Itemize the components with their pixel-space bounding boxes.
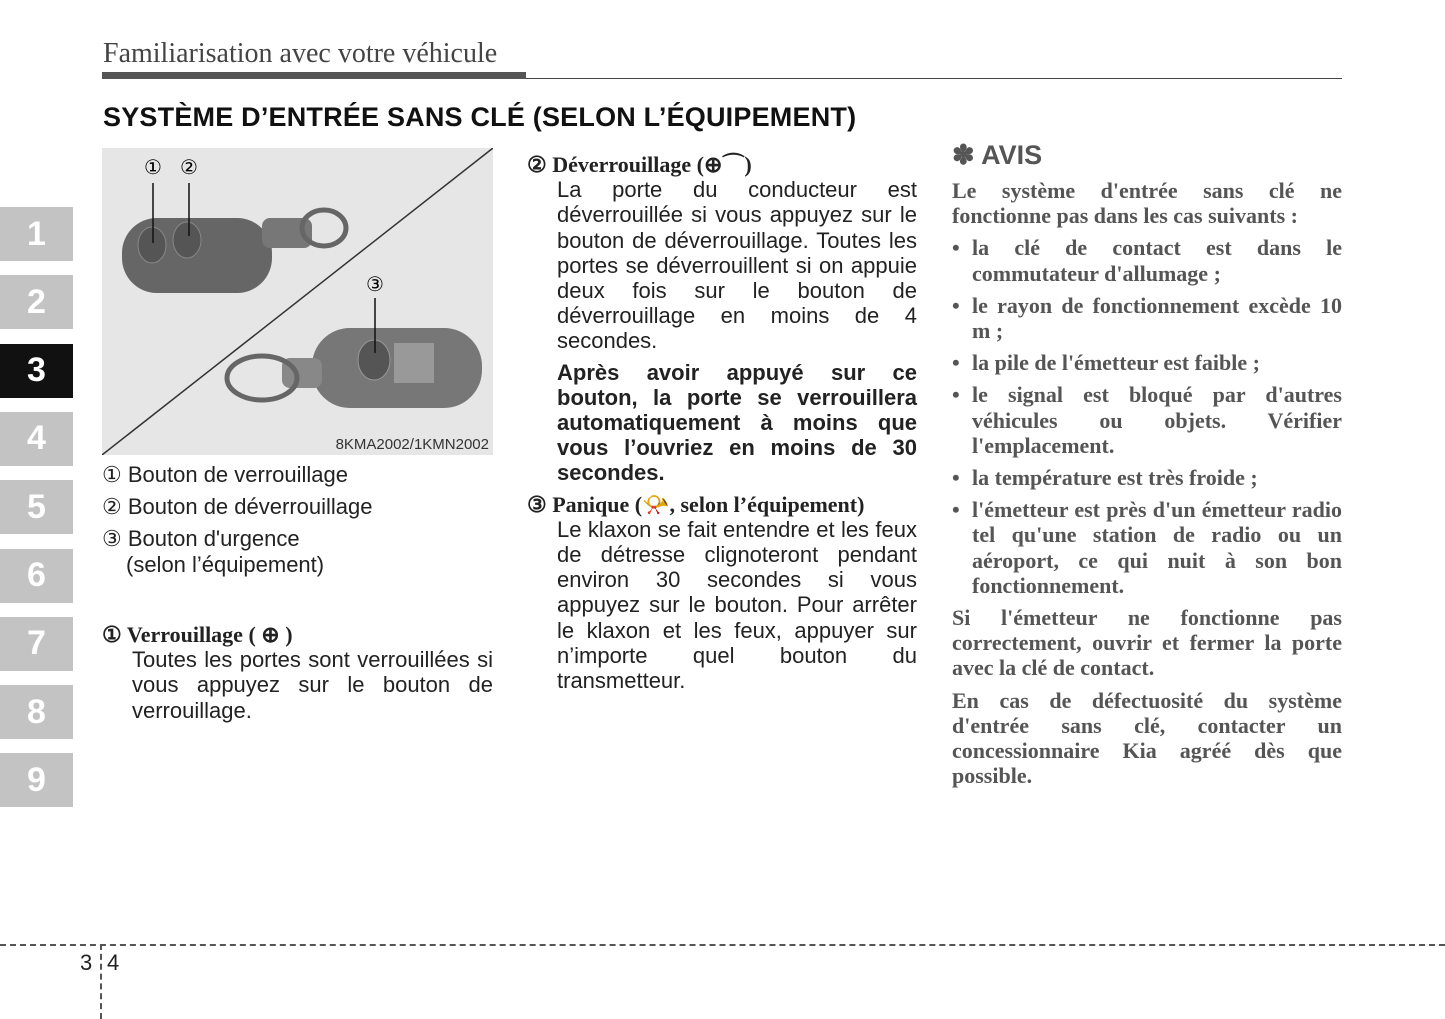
- chapter-tab-5[interactable]: 5: [0, 480, 73, 534]
- item-num: ③: [527, 491, 547, 517]
- heading-end: , selon l’équipement): [669, 491, 865, 517]
- header-rule: [526, 78, 1342, 79]
- notice-item: • la température est très froide ;: [952, 465, 1342, 490]
- notice-intro: Le système d'entrée sans clé ne fonctionne pas dans les cas suivants :: [952, 178, 1342, 229]
- notice-title: ✽ AVIS: [952, 140, 1043, 170]
- key-fob-illustration: [102, 148, 493, 455]
- header-bar: [102, 72, 526, 79]
- page-title: SYSTÈME D’ENTRÉE SANS CLÉ (SELON L’ÉQUIPEMENT): [103, 102, 857, 132]
- legend-num: ③: [102, 526, 122, 552]
- unlock-section: [527, 152, 917, 693]
- footer-divider: [100, 944, 102, 1019]
- panic-heading: Panique (: [552, 491, 643, 517]
- chapter-tab-7[interactable]: 7: [0, 617, 73, 671]
- legend-num: ②: [102, 494, 122, 520]
- chapter-tab-1[interactable]: 1: [0, 207, 73, 261]
- section-header: Familiarisation avec votre véhicule: [103, 38, 498, 69]
- lock-body: Toutes les portes sont verrouillées si vous appuyez sur le bouton de verrouillage.: [132, 647, 493, 723]
- notice-paragraph: En cas de défectuosité du système d'entrée sans clé, contacter un concessionnaire Kia agréé dès que possible.: [952, 687, 1342, 789]
- legend-num: ①: [102, 462, 122, 487]
- horn-icon: 📯: [642, 491, 670, 517]
- key-fob-figure: [102, 148, 493, 455]
- notice-item: • la clé de contact est dans le commutateur d'allumage ;: [952, 235, 1342, 285]
- item-num: ①: [102, 622, 122, 647]
- chapter-tab-3[interactable]: 3: [0, 344, 73, 398]
- chapter-tab-8[interactable]: 8: [0, 685, 73, 739]
- notice-item: • l'émetteur est près d'un émetteur radio tel qu'une station de radio ou un aéroport, ce qui nuit à son bon fonctionnement.: [952, 497, 1342, 598]
- notice-item: • le signal est bloqué par d'autres véhicules ou objets. Vérifier l'emplacement.: [952, 382, 1342, 458]
- notice-paragraph: Si l'émetteur ne fonctionne pas correctement, ouvrir et fermer la porte avec la clé de contact.: [952, 605, 1342, 681]
- unlock-heading: Déverrouillage (: [552, 152, 704, 177]
- unlock-icon: ⊕⌒: [703, 152, 745, 177]
- chapter-tab-4[interactable]: 4: [0, 412, 73, 466]
- lock-section: [102, 622, 493, 723]
- panic-body: Le klaxon se fait entendre et les feux de détresse clignoteront pendant environ 30 secondes si vous appuyez sur le bouton. Pour arrêter le klaxon et les feux, appuyer sur n’importe quel bouton du transmetteur.: [557, 516, 917, 694]
- lock-icon: ⊕: [261, 622, 280, 647]
- chapter-tab-9[interactable]: 9: [0, 753, 73, 807]
- fob-top: [122, 210, 346, 293]
- heading-end: ): [285, 622, 293, 647]
- lock-heading: Verrouillage (: [126, 622, 256, 647]
- chapter-tab-2[interactable]: 2: [0, 275, 73, 329]
- callout-1: ①: [144, 157, 162, 179]
- heading-end: ): [744, 152, 752, 177]
- legend-label: Bouton de déverrouillage: [127, 494, 373, 520]
- chapter-number: 3: [80, 950, 93, 975]
- legend-label: Bouton de verrouillage: [127, 462, 349, 487]
- page-number: 4: [107, 950, 120, 975]
- chapter-tab-6[interactable]: 6: [0, 549, 73, 603]
- callout-3: ③: [366, 274, 384, 296]
- callout-2: ②: [180, 157, 198, 179]
- legend-sub: (selon l’équipement): [126, 551, 325, 577]
- figure-legend: [102, 462, 463, 577]
- notice-item: • la pile de l'émetteur est faible ;: [952, 350, 1342, 375]
- notice-list: [952, 235, 1342, 598]
- legend-label: Bouton d'urgence: [127, 526, 300, 552]
- notice-body: [952, 178, 1342, 795]
- unlock-body: La porte du conducteur est déverrouillée si vous appuyez sur le bouton de déverrouillage. Toutes les portes se déverrouillent si on appuie deux fois sur le bouton de déverrouillage en moins de 4 secondes.: [557, 177, 917, 354]
- item-num: ②: [527, 152, 547, 177]
- fob-bottom: [227, 328, 482, 408]
- notice-item: • le rayon de fonctionnement excède 10 m ;: [952, 293, 1342, 343]
- footer-rule: [0, 944, 1445, 946]
- unlock-note: Après avoir appuyé sur ce bouton, la porte se verrouillera automatiquement à moins que vous l’ouvriez en moins de 30 secondes.: [557, 359, 917, 486]
- figure-code: 8KMA2002/1KMN2002: [335, 436, 489, 453]
